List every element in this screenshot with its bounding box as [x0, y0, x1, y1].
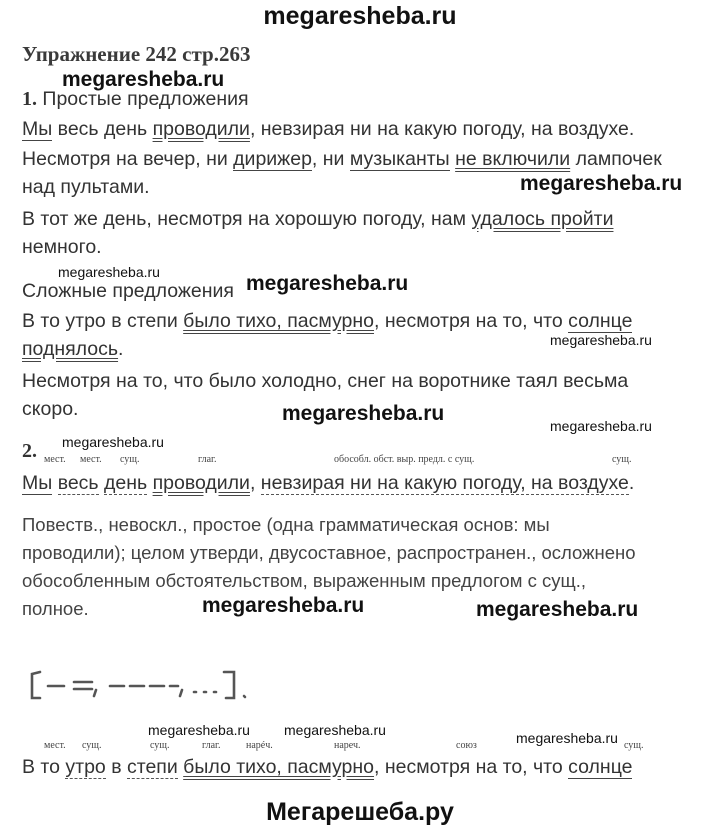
simple-sentence-2: Несмотря на вечер, ни дирижер, ни музыканты не включили лампочек	[22, 148, 662, 170]
pos-label: мест.	[44, 740, 66, 751]
predicate: было тихо, пасмурно	[183, 756, 375, 778]
pos-label: сущ.	[150, 740, 170, 751]
complex-sentence-2-cont: скоро.	[22, 398, 79, 420]
exercise-heading: Упражнение 242 стр.263	[22, 42, 251, 66]
pos-label: сущ.	[120, 454, 140, 465]
complex-sentence-1: В то утро в степи было тихо, пасмурно, несмотря на то, что солнце	[22, 310, 633, 332]
simple-sentence-3-cont: немного.	[22, 236, 102, 258]
analysis-line: проводили); целом утверди, двусоставное, распространен., осложнено	[22, 542, 636, 563]
watermark-inline: megaresheba.ru	[476, 598, 639, 621]
object: день	[104, 472, 148, 494]
subject: Мы	[22, 472, 53, 494]
parsed-sentence-2: В то утро в степи было тихо, пасмурно, несмотря на то, что солнце	[22, 756, 633, 778]
subject: солнце	[568, 310, 633, 332]
subject: музыканты	[349, 148, 450, 170]
analysis-line: полное.	[22, 598, 89, 619]
pos-label: глаг.	[198, 454, 217, 465]
watermark-inline: megaresheba.ru	[550, 418, 652, 434]
pos-label: сущ.	[82, 740, 102, 751]
analysis-line: Повеств., невоскл., простое (одна грамматическая основ: мы	[22, 514, 550, 535]
analysis-line: обособленным обстоятельством, выраженным предлогом с сущ.,	[22, 570, 586, 591]
pos-label: мест.	[80, 454, 102, 465]
watermark-top: megaresheba.ru	[263, 2, 457, 30]
simple-sentence-1: Мы весь день проводили, невзирая ни на какую погоду, на воздухе.	[22, 118, 635, 140]
predicate: проводили	[152, 472, 250, 494]
complex-sentence-1-cont: поднялось.	[22, 338, 124, 360]
simple-title-text: Простые предложения	[42, 88, 249, 110]
pos-label: нареч.	[334, 740, 361, 751]
pos-label: глаг.	[202, 740, 221, 751]
complex-sentence-2: Несмотря на то, что было холодно, снег на воротнике таял весьма	[22, 370, 629, 392]
watermark-inline: megaresheba.ru	[284, 722, 386, 738]
watermark-inline: megaresheba.ru	[550, 332, 652, 348]
watermark-bottom: Мегарешеба.ру	[266, 798, 454, 826]
part-2-number: 2.	[22, 440, 37, 462]
watermark-inline: megaresheba.ru	[246, 272, 409, 295]
simple-sentence-3: В тот же день, несмотря на хорошую погоду, нам удалось пройти	[22, 208, 614, 230]
pos-label: мест.	[44, 454, 66, 465]
watermark-inline: megaresheba.ru	[62, 434, 164, 450]
predicate: удалось пройти	[471, 208, 614, 230]
subject: солнце	[568, 756, 633, 778]
watermark-inline: megaresheba.ru	[148, 722, 250, 738]
watermark-inline: megaresheba.ru	[520, 172, 683, 195]
subject: Мы	[22, 118, 53, 140]
watermark-inline: megaresheba.ru	[516, 730, 618, 746]
adverbial: невзирая ни на какую погоду, на воздухе	[260, 472, 629, 494]
sentence-scheme	[18, 664, 288, 713]
watermark-inline: megaresheba.ru	[58, 264, 160, 280]
pos-label: обособл. обст. выр. предл. с сущ.	[334, 454, 475, 465]
pos-label: сущ.	[624, 740, 644, 751]
simple-sentence-2-cont: над пультами.	[22, 176, 150, 198]
parsed-sentence: Мы весь день проводили, невзирая ни на какую погоду, на воздухе.	[22, 472, 635, 494]
predicate: было тихо, пасмурно	[183, 310, 375, 332]
adverbial: степи	[126, 756, 178, 778]
modifier: весь	[57, 472, 99, 494]
watermark-inline: megaresheba.ru	[202, 594, 365, 617]
handwritten-scheme-drawing	[18, 664, 288, 708]
simple-sentences-title	[22, 88, 249, 111]
pos-label: сущ.	[612, 454, 632, 465]
pos-label: нарéч.	[246, 740, 273, 751]
part-1-number: 1.	[22, 88, 37, 110]
predicate: не включили	[455, 148, 571, 170]
complex-sentences-title: Сложные предложения	[22, 280, 234, 302]
pos-label: союз	[456, 740, 477, 751]
watermark-inline: megaresheba.ru	[62, 68, 225, 91]
predicate: поднялось	[22, 338, 119, 360]
watermark-inline: megaresheba.ru	[282, 402, 445, 425]
predicate: проводили	[152, 118, 250, 140]
subject: дирижер	[233, 148, 312, 170]
adverbial: утро	[65, 756, 106, 778]
